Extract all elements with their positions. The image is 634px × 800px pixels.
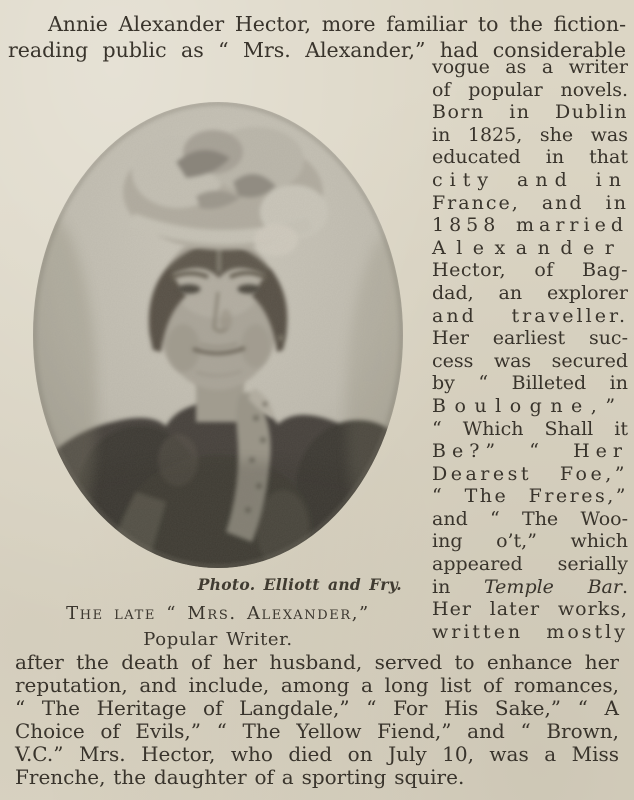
text-line: [432, 576, 628, 599]
text-line: cess was secured: [432, 349, 628, 372]
text-line: and traveller.: [432, 304, 628, 327]
text-line: Annie Alexander Hector, more familiar to the fiction-: [48, 12, 626, 36]
text-line: Her later works,: [432, 598, 628, 621]
portrait-photo: [28, 100, 408, 570]
text-line: Frenche, the daughter of a sporting squire.: [15, 764, 465, 789]
text-line: France, and in: [432, 191, 628, 214]
text-line: “ The Heritage of Langdale,” “ For His Sake,” “ A: [15, 695, 619, 720]
text-line: “ Which Shall it: [432, 417, 628, 440]
text-line: vogue as a writer: [432, 56, 628, 78]
text-line: Choice of Evils,” “ The Yellow Fiend,” and “ Brown,: [15, 718, 619, 743]
halftone-grain: [28, 100, 408, 570]
text-line: Hector, of Bag-: [432, 259, 628, 282]
text-line: by “ Billeted in: [432, 372, 628, 395]
text-line: 1858 married: [432, 214, 628, 237]
italic-book-title: Temple Bar: [483, 575, 622, 598]
text-line: educated in that: [432, 146, 628, 169]
text-line: reading public as “ Mrs. Alexander,” had considerable: [8, 38, 626, 62]
text-line: Boulogne,”: [432, 394, 624, 417]
photo-content: [28, 100, 408, 570]
photo-credit: Photo. Elliott and Fry.: [197, 575, 402, 594]
closing-paragraph: [15, 651, 619, 788]
text-line: after the death of her husband, served to enhance her: [15, 650, 619, 674]
wrapped-column-text: [432, 56, 628, 643]
text-line: dad, an explorer: [432, 281, 628, 304]
photo-caption-subtitle: Popular Writer.: [143, 629, 293, 650]
portrait-figure: [28, 100, 408, 650]
text-line: Born in Dublin: [432, 101, 628, 124]
text-line: ing o’t,” which: [432, 530, 628, 553]
text-part: in: [432, 575, 484, 598]
text-line: Dearest Foe,”: [432, 462, 628, 485]
text-line: Alexander: [432, 236, 625, 259]
text-line: city and in: [432, 168, 628, 191]
text-line: appeared serially: [432, 553, 628, 576]
text-line: in 1825, she was: [432, 123, 628, 146]
text-line: of popular novels.: [432, 78, 628, 101]
text-line: and “ The Woo-: [432, 507, 628, 530]
text-line: written mostly: [432, 620, 628, 643]
text-line: “ The Freres,”: [432, 485, 628, 508]
text-line: Her earliest suc-: [432, 327, 628, 350]
text-line: V.C.” Mrs. Hector, who died on July 10, was a Miss: [15, 741, 619, 766]
text-part: .: [621, 575, 629, 598]
photo-caption-title: The late “ Mrs. Alexander,”: [66, 603, 370, 624]
text-line: reputation, and include, among a long list of romances,: [15, 672, 619, 697]
text-line: Be?” “ Her: [432, 440, 628, 463]
